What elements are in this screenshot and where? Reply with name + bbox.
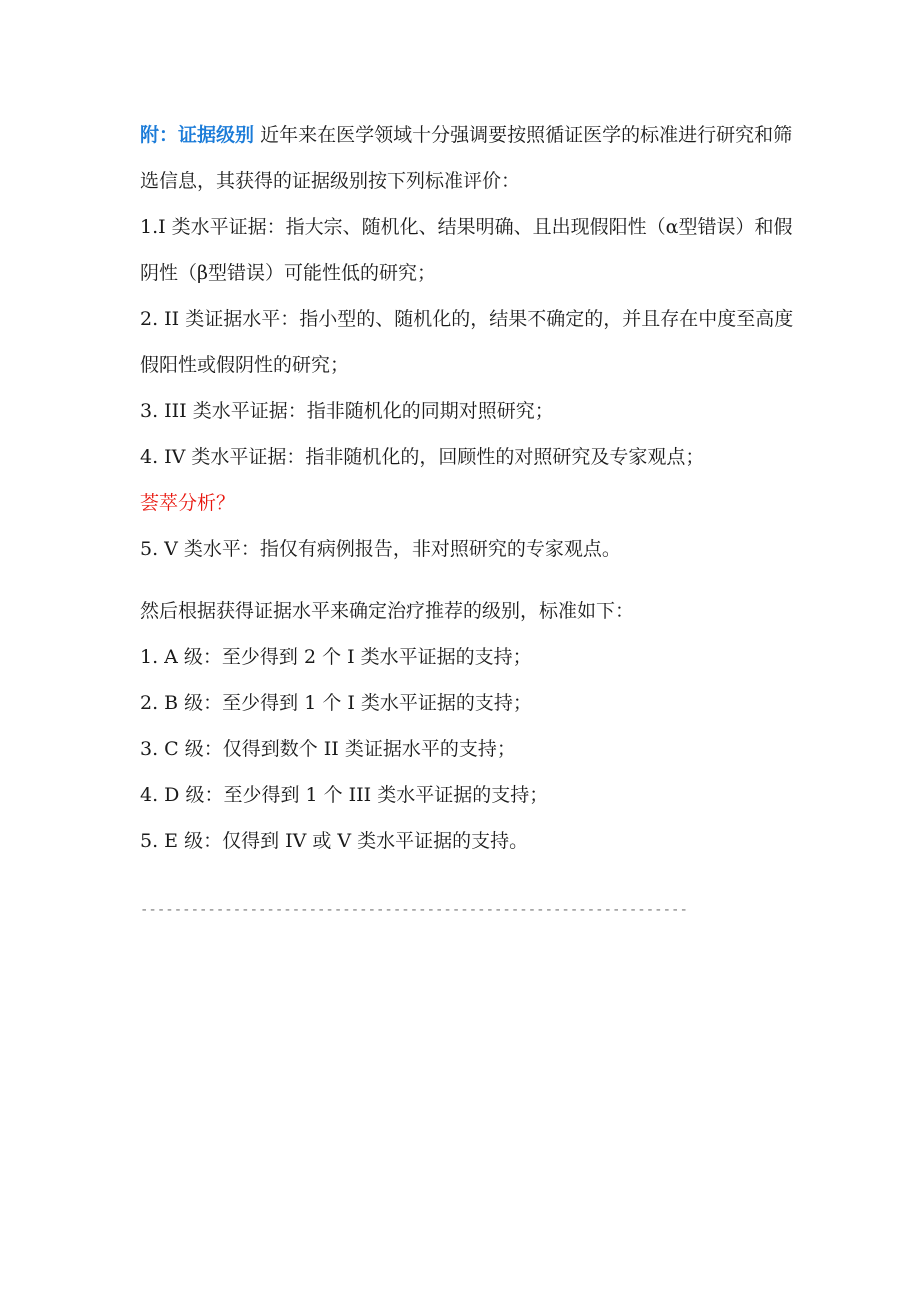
- evidence-level-2: 2. II 类证据水平：指小型的、随机化的，结果不确定的，并且存在中度至高度假阳性或假阴性的研究；: [140, 308, 794, 376]
- grade-d: 4. D 级：至少得到 1 个 III 类水平证据的支持；: [140, 784, 549, 806]
- evidence-level-3: 3. III 类水平证据：指非随机化的同期对照研究；: [140, 400, 554, 422]
- document-body: [140, 112, 800, 920]
- paragraph-gap: [140, 572, 800, 588]
- section-heading: 附：证据级别: [140, 124, 255, 146]
- evidence-level-5: 5. V 类水平：指仅有病例报告，非对照研究的专家观点。: [140, 538, 621, 560]
- intro-paragraph: [140, 112, 800, 204]
- grade-a: 1. A 级：至少得到 2 个 I 类水平证据的支持；: [140, 646, 532, 668]
- grade-b: 2. B 级：至少得到 1 个 I 类水平证据的支持；: [140, 692, 532, 714]
- intro-text: 近年来在医学领域十分强调要按照循证医学的标准进行研究和筛选信息，其获得的证据级别按下列标准评价：: [140, 124, 793, 192]
- evidence-level-1: 1.I 类水平证据：指大宗、随机化、结果明确、且出现假阳性（α型错误）和假阴性（β型错误）可能性低的研究；: [140, 216, 793, 284]
- recommendation-intro: 然后根据获得证据水平来确定治疗推荐的级别，标准如下：: [140, 600, 635, 622]
- dashed-divider: -----------------------------------------------------------------: [140, 902, 688, 918]
- grade-c: 3. C 级：仅得到数个 II 类证据水平的支持；: [140, 738, 516, 760]
- grade-e: 5. E 级：仅得到 IV 或 V 类水平证据的支持。: [140, 830, 529, 852]
- evidence-level-4: 4. IV 类水平证据：指非随机化的，回顾性的对照研究及专家观点；: [140, 446, 705, 468]
- meta-analysis-note: 荟萃分析？: [140, 492, 236, 514]
